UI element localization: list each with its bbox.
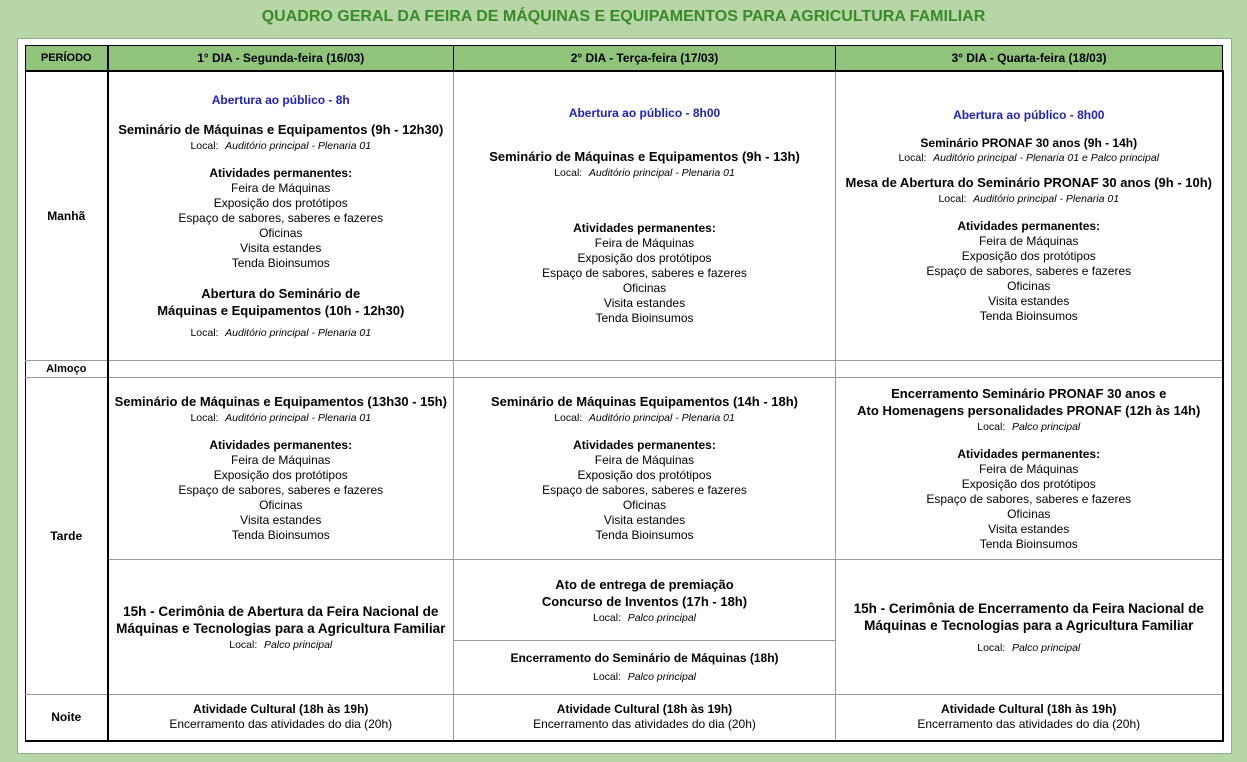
permanent-item: Tenda Bioinsumos — [595, 310, 694, 325]
lunch-day3-cell — [836, 360, 1223, 377]
afternoon-day1-cell — [108, 377, 454, 559]
period-lunch: Almoço — [26, 360, 108, 377]
night-closing: Encerramento das atividades do dia (20h) — [169, 717, 393, 732]
ceremony-local: Local: Palco principal — [977, 641, 1081, 654]
seminar-local: Local: Auditório principal - Plenaria 01 — [554, 166, 735, 179]
award-title: Ato de entrega de premiação — [555, 576, 734, 592]
permanent-item: Visita estandes — [240, 240, 322, 255]
afternoon-day3-cell — [836, 377, 1223, 559]
closing-seminar-local: Local: Palco principal — [593, 671, 696, 683]
permanent-item: Espaço de sabores, saberes e fazeres — [178, 210, 384, 225]
permanent-item: Espaço de sabores, saberes e fazeres — [542, 483, 747, 497]
header-period: PERÍODO — [26, 46, 108, 72]
permanent-item: Espaço de sabores, saberes e fazeres — [178, 483, 384, 497]
seminar-local: Local: Auditório principal - Plenaria 01 e Palco principal — [898, 151, 1160, 164]
permanent-title: Atividades permanentes: — [209, 165, 353, 180]
permanent-item: Tenda Bioinsumos — [979, 308, 1078, 323]
opening-seminar-title: Máquinas e Equipamentos (10h - 12h30) — [157, 302, 405, 318]
permanent-item: Espaço de sabores, saberes e fazeres — [926, 263, 1132, 278]
mesa-title: Mesa de Abertura do Seminário PRONAF 30 anos (9h - 10h) — [845, 174, 1212, 190]
ceremony-title: 15h - Cerimônia de Encerramento da Feira Nacional de Máquinas e Tecnologias para a Agricultura Familiar — [853, 600, 1204, 633]
permanent-title: Atividades permanentes: — [209, 438, 353, 452]
permanent-item: Oficinas — [1007, 278, 1051, 293]
seminar-title: Seminário de Máquinas Equipamentos (14h - 18h) — [490, 394, 798, 409]
closing-seminar-title: Encerramento do Seminário de Máquinas (18h) — [510, 651, 779, 665]
permanent-item: Feira de Máquinas — [979, 233, 1079, 248]
permanent-item: Exposição dos protótipos — [577, 250, 712, 265]
permanent-item: Feira de Máquinas — [231, 180, 331, 195]
permanent-item: Oficinas — [622, 498, 667, 512]
permanent-item: Exposição dos protótipos — [213, 195, 348, 210]
permanent-item: Oficinas — [259, 498, 303, 512]
seminar-title: Seminário de Máquinas e Equipamentos (13h30 - 15h) — [114, 394, 447, 409]
permanent-title: Atividades permanentes: — [573, 438, 716, 452]
night-day3-cell — [836, 694, 1223, 741]
seminar-local: Local: Auditório principal - Plenaria 01 — [554, 412, 735, 424]
permanent-item: Oficinas — [1007, 506, 1051, 521]
header-day3: 3° DIA - Quarta-feira (18/03) — [836, 46, 1223, 72]
lunch-day2-cell — [454, 360, 836, 377]
award-local: Local: Palco principal — [593, 611, 696, 624]
page-title: QUADRO GERAL DA FEIRA DE MÁQUINAS E EQUIPAMENTOS PARA AGRICULTURA FAMILIAR — [261, 8, 986, 25]
ceremony-title: 15h - Cerimônia de Abertura da Feira Nacional de Máquinas e Tecnologias para a Agricultura Familiar — [116, 603, 446, 636]
permanent-item: Oficinas — [622, 280, 667, 295]
permanent-item: Exposição dos protótipos — [213, 468, 348, 482]
award-title: Concurso de Inventos (17h - 18h) — [541, 593, 748, 609]
night-day1-cell — [108, 694, 454, 741]
permanent-item: Visita estandes — [240, 513, 322, 527]
schedule-table — [25, 45, 1224, 742]
permanent-title: Atividades permanentes: — [957, 446, 1101, 461]
opening-seminar-local: Local: Auditório principal - Plenaria 01 — [190, 326, 372, 339]
opening-text: Abertura ao público - 8h00 — [953, 107, 1105, 122]
permanent-item: Tenda Bioinsumos — [231, 255, 330, 270]
permanent-title: Atividades permanentes: — [573, 220, 716, 235]
afternoon-day2-cell — [454, 377, 836, 559]
seminar-title: Seminário de Máquinas e Equipamentos (9h - 12h30) — [118, 121, 444, 137]
permanent-item: Exposição dos protótipos — [961, 248, 1096, 263]
cultural-activity: Atividade Cultural (18h às 19h) — [193, 702, 369, 717]
opening-text: Abertura ao público - 8h — [211, 92, 350, 107]
morning-day1-cell — [108, 71, 454, 360]
ceremony-day1-cell — [108, 559, 454, 694]
permanent-item: Feira de Máquinas — [231, 453, 331, 467]
permanent-item: Exposição dos protótipos — [961, 476, 1096, 491]
permanent-item: Visita estandes — [988, 293, 1070, 308]
permanent-item: Feira de Máquinas — [594, 453, 695, 467]
night-day2-cell — [454, 694, 836, 741]
seminar-local: Local: Auditório principal - Plenaria 01 — [190, 412, 372, 424]
permanent-item: Tenda Bioinsumos — [979, 536, 1078, 551]
opening-seminar-title: Abertura do Seminário de — [201, 285, 361, 301]
closing-title: Ato Homenagens personalidades PRONAF (12h às 14h) — [857, 402, 1201, 418]
period-afternoon: Tarde — [26, 377, 108, 694]
seminar-local: Local: Auditório principal - Plenaria 01 — [190, 139, 372, 152]
cultural-activity: Atividade Cultural (18h às 19h) — [941, 702, 1117, 717]
ceremony-day3-cell — [836, 559, 1223, 694]
permanent-item: Feira de Máquinas — [979, 461, 1079, 476]
period-morning: Manhã — [26, 71, 108, 360]
header-day1: 1° DIA - Segunda-feira (16/03) — [108, 46, 454, 72]
night-closing: Encerramento das atividades do dia (20h) — [533, 717, 756, 732]
morning-day3-cell — [836, 71, 1223, 360]
ceremony-day2-cell — [454, 559, 836, 694]
opening-text: Abertura ao público - 8h00 — [568, 105, 721, 120]
period-night: Noite — [26, 694, 108, 741]
permanent-item: Oficinas — [259, 225, 303, 240]
permanent-item: Feira de Máquinas — [594, 235, 695, 250]
seminar-title: Seminário PRONAF 30 anos (9h - 14h) — [920, 135, 1138, 150]
permanent-item: Visita estandes — [988, 521, 1070, 536]
lunch-day1-cell — [108, 360, 454, 377]
closing-title: Encerramento Seminário PRONAF 30 anos e — [891, 385, 1167, 401]
permanent-item: Tenda Bioinsumos — [595, 528, 694, 542]
closing-local: Local: Palco principal — [977, 420, 1081, 433]
cultural-activity: Atividade Cultural (18h às 19h) — [556, 702, 733, 717]
mesa-local: Local: Auditório principal - Plenaria 01 — [938, 192, 1120, 205]
ceremony-local: Local: Palco principal — [229, 638, 333, 651]
seminar-title: Seminário de Máquinas e Equipamentos (9h - 13h) — [489, 148, 800, 164]
night-closing: Encerramento das atividades do dia (20h) — [917, 717, 1141, 732]
permanent-item: Tenda Bioinsumos — [231, 528, 330, 542]
permanent-item: Espaço de sabores, saberes e fazeres — [926, 491, 1132, 506]
permanent-item: Espaço de sabores, saberes e fazeres — [542, 265, 747, 280]
permanent-title: Atividades permanentes: — [957, 218, 1101, 233]
permanent-item: Visita estandes — [603, 513, 686, 527]
header-day2: 2° DIA - Terça-feira (17/03) — [454, 46, 836, 72]
permanent-item: Exposição dos protótipos — [577, 468, 712, 482]
morning-day2-cell — [454, 71, 836, 360]
permanent-item: Visita estandes — [603, 295, 686, 310]
